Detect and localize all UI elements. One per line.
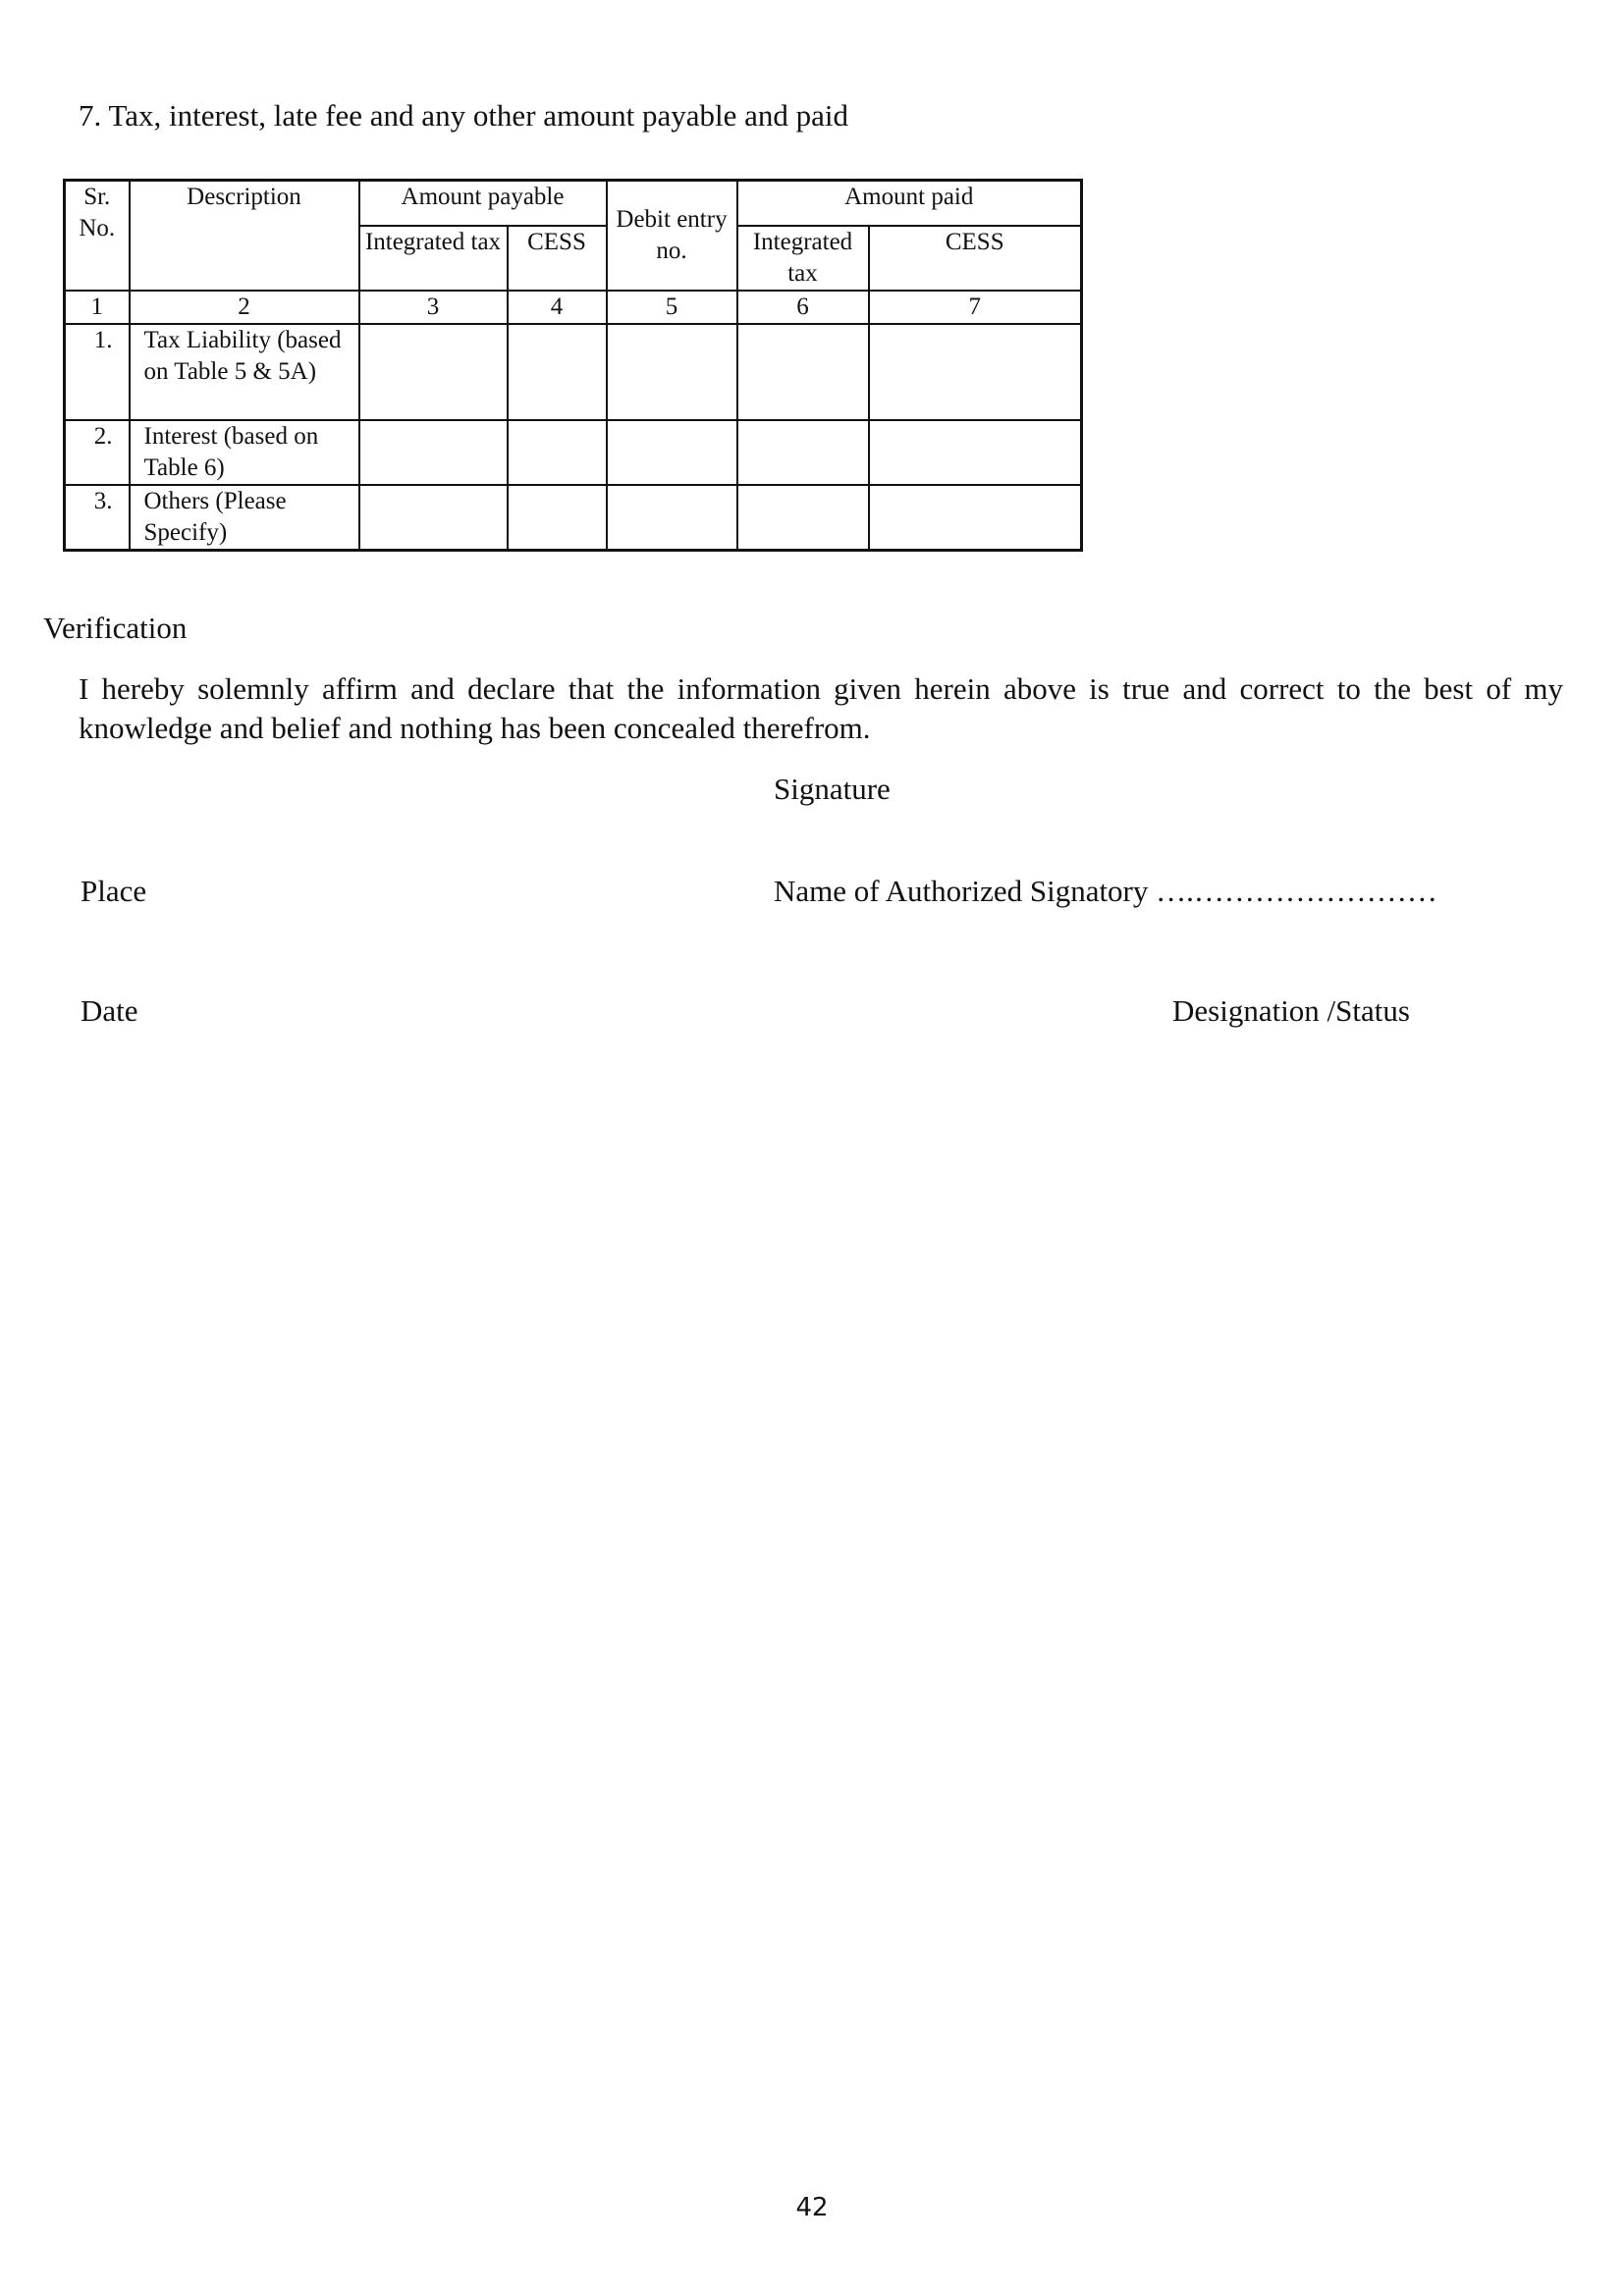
column-number: 6	[737, 291, 869, 324]
cell-payable-integrated-tax[interactable]	[359, 485, 508, 551]
cell-payable-integrated-tax[interactable]	[359, 420, 508, 485]
cell-payable-cess[interactable]	[508, 324, 607, 420]
column-number: 4	[508, 291, 607, 324]
cell-paid-cess[interactable]	[869, 324, 1082, 420]
signature-label: Signature	[774, 772, 891, 806]
cell-payable-cess[interactable]	[508, 420, 607, 485]
row-sr-no: 2.	[65, 420, 130, 485]
table-header-row-1	[65, 181, 1082, 226]
cell-paid-cess[interactable]	[869, 420, 1082, 485]
column-number: 3	[359, 291, 508, 324]
column-number: 1	[65, 291, 130, 324]
page-number: 42	[795, 2193, 829, 2222]
header-amount-paid: Amount paid	[737, 181, 1082, 226]
table-row	[65, 324, 1082, 420]
header-sr-no: Sr. No.	[65, 181, 130, 291]
cell-payable-integrated-tax[interactable]	[359, 324, 508, 420]
table-row	[65, 485, 1082, 551]
cell-payable-cess[interactable]	[508, 485, 607, 551]
column-number: 5	[607, 291, 737, 324]
header-amount-payable: Amount payable	[359, 181, 607, 226]
row-description: Tax Liability (based on Table 5 & 5A)	[130, 324, 359, 420]
authorized-signatory-label: Name of Authorized Signatory ….……………………	[774, 874, 1437, 908]
cell-paid-cess[interactable]	[869, 485, 1082, 551]
row-sr-no: 3.	[65, 485, 130, 551]
cell-paid-integrated-tax[interactable]	[737, 420, 869, 485]
header-payable-integrated-tax: Integrated tax	[359, 226, 508, 291]
tax-payable-paid-table	[63, 179, 1083, 552]
header-paid-cess: CESS	[869, 226, 1082, 291]
cell-paid-integrated-tax[interactable]	[737, 324, 869, 420]
designation-label: Designation /Status	[1172, 993, 1410, 1028]
column-number-row	[65, 291, 1082, 324]
row-sr-no: 1.	[65, 324, 130, 420]
date-label: Date	[81, 993, 138, 1028]
header-payable-cess: CESS	[508, 226, 607, 291]
header-paid-integrated-tax: Integrated tax	[737, 226, 869, 291]
place-label: Place	[81, 874, 147, 908]
row-description: Interest (based on Table 6)	[130, 420, 359, 485]
section-heading: 7. Tax, interest, late fee and any other amount payable and paid	[79, 98, 849, 133]
verification-heading: Verification	[43, 611, 188, 645]
cell-paid-integrated-tax[interactable]	[737, 485, 869, 551]
cell-debit-entry[interactable]	[607, 324, 737, 420]
row-description: Others (Please Specify)	[130, 485, 359, 551]
cell-debit-entry[interactable]	[607, 485, 737, 551]
header-description: Description	[130, 181, 359, 291]
column-number: 2	[130, 291, 359, 324]
column-number: 7	[869, 291, 1082, 324]
table-row	[65, 420, 1082, 485]
header-debit-entry: Debit entry no.	[607, 181, 737, 291]
declaration-text: I hereby solemnly affirm and declare that the information given herein above is true and correct to the best of my knowledge and belief and nothing has been concealed therefrom.	[79, 671, 1563, 745]
cell-debit-entry[interactable]	[607, 420, 737, 485]
